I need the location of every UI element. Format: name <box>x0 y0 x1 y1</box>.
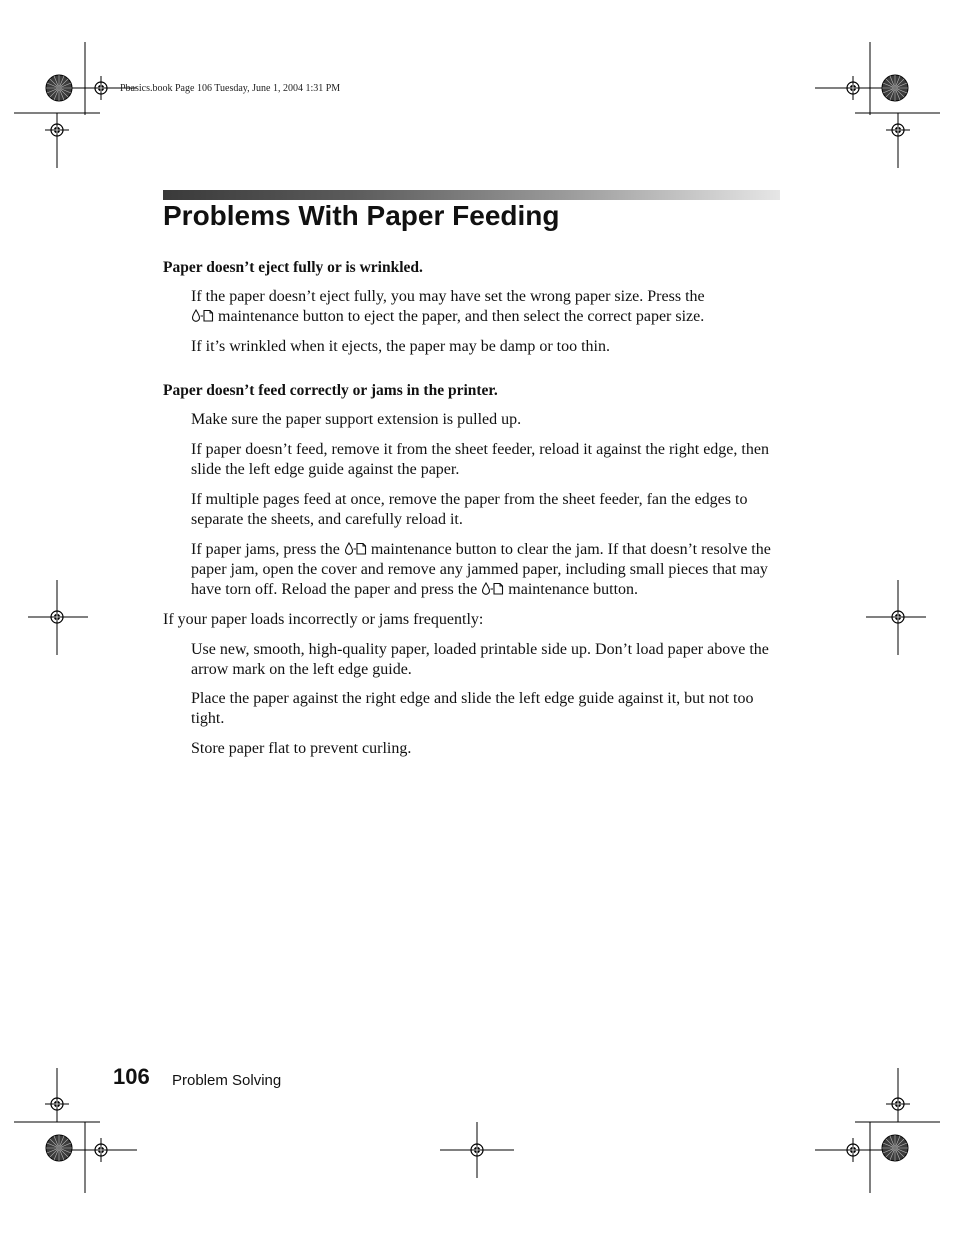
maintenance-button-icon <box>344 542 367 555</box>
paragraph-jams-2: If paper doesn’t feed, remove it from the sheet feeder, reload it against the right edge, then slide the left edge guide against the paper. <box>191 441 769 478</box>
paragraph-frequent-1: Use new, smooth, high-quality paper, loaded printable side up. Don’t load paper above the arrow mark on the left edge guide. <box>191 641 769 678</box>
paragraph-jams-3: If multiple pages feed at once, remove the paper from the sheet feeder, fan the edges to separate the sheets, and carefully reload it. <box>191 491 748 528</box>
footer-section-name: Problem Solving <box>172 1072 282 1089</box>
paragraph-text: maintenance button to clear the jam. If that doesn’t resolve the paper jam, open the cover and remove any jammed paper, including small pieces that may have torn off. Reload the paper and press the <box>191 541 771 598</box>
paragraph-eject-2: If it’s wrinkled when it ejects, the paper may be damp or too thin. <box>191 338 610 355</box>
paragraph-text: maintenance button to eject the paper, and then select the correct paper size. <box>218 308 705 325</box>
printer-slug: Pbasics.book Page 106 Tuesday, June 1, 2004 1:31 PM <box>120 83 341 94</box>
paragraph-text: If the paper doesn’t eject fully, you may have set the wrong paper size. Press the <box>191 288 705 305</box>
page-title: Problems With Paper Feeding <box>163 200 560 231</box>
section-heading-eject: Paper doesn’t eject fully or is wrinkled. <box>163 259 423 276</box>
page-number: 106 <box>113 1064 150 1089</box>
paragraph-frequent-intro: If your paper loads incorrectly or jams frequently: <box>163 611 484 628</box>
paragraph-eject-1 <box>191 287 783 327</box>
maintenance-button-icon <box>481 582 504 595</box>
section-heading-jams: Paper doesn’t feed correctly or jams in the printer. <box>163 382 498 399</box>
paragraph-text: If paper jams, press the <box>191 541 340 558</box>
paragraph-frequent-3: Store paper flat to prevent curling. <box>191 740 412 757</box>
paragraph-jams-4 <box>191 540 783 600</box>
paragraph-text: maintenance button. <box>508 581 639 598</box>
paragraph-jams-1: Make sure the paper support extension is pulled up. <box>191 411 522 428</box>
header-gradient-bar <box>163 190 780 200</box>
maintenance-button-icon <box>191 309 214 322</box>
paragraph-frequent-2: Place the paper against the right edge and slide the left edge guide against it, but not too tight. <box>191 690 754 727</box>
